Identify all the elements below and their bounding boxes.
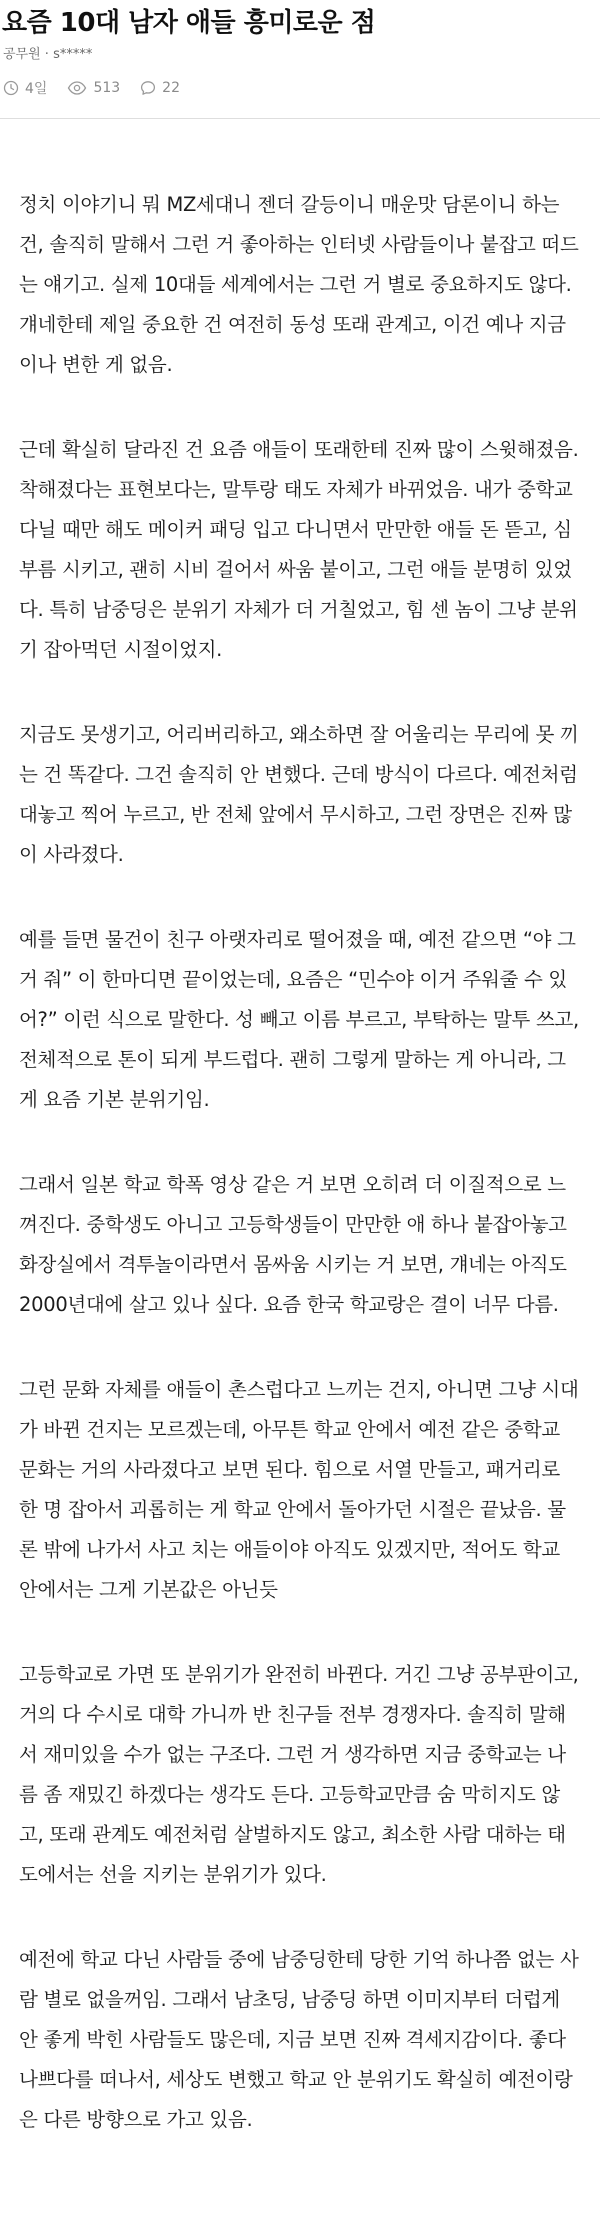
clock-icon: [3, 80, 19, 96]
eye-icon: [67, 80, 87, 96]
post-body: [19, 185, 584, 2185]
body-paragraph: 예를 들면 물건이 친구 아랫자리로 떨어졌을 때, 예전 같으면 “야 그거 줘” 이 한마디면 끝이었는데, 요즘은 “민수야 이거 주워줄 수 있어?” 이런 식으로 말한다. 성 빼고 이름 부르고, 부탁하는 말투 쓰고, 전체적으로 톤이 되게 부드럽다. 괜히 그렇게 말하는 게 아니라, 그게 요즘 기본 분위기임.: [19, 928, 579, 1111]
body-paragraph: 지금도 못생기고, 어리버리하고, 왜소하면 잘 어울리는 무리에 못 끼는 건 똑같다. 그건 솔직히 안 변했다. 근데 방식이 다르다. 예전처럼 대놓고 찍어 누르고, 반 전체 앞에서 무시하고, 그런 장면은 진짜 많이 사라졌다.: [19, 723, 579, 866]
header-divider: [0, 118, 600, 119]
post-time: 4일: [25, 81, 48, 97]
post-title: 요즘 10대 남자 애들 흥미로운 점: [2, 8, 376, 38]
author-info[interactable]: 공무원 · s*****: [3, 47, 93, 62]
body-paragraph: 정치 이야기니 뭐 MZ세대니 젠더 갈등이니 매운맛 담론이니 하는 건, 솔직히 말해서 그런 거 좋아하는 인터넷 사람들이나 붙잡고 떠드는 얘기고. 실제 10대들 세계에서는 그런 거 별로 중요하지도 않다. 걔네한테 제일 중요한 건 여전히 동성 또래 관계고, 이건 예나 지금이나 변한 게 없음.: [19, 193, 579, 376]
comments-stat[interactable]: [140, 80, 180, 96]
body-paragraph: 예전에 학교 다닌 사람들 중에 남중딩한테 당한 기억 하나쯤 없는 사람 별로 없을꺼임. 그래서 남초딩, 남중딩 하면 이미지부터 더럽게 안 좋게 박힌 사람들도 많은데, 지금 보면 진짜 격세지감이다. 좋다 나쁘다를 떠나서, 세상도 변했고 학교 안 분위기도 확실히 예전이랑은 다른 방향으로 가고 있음.: [19, 1948, 579, 2131]
view-count: 513: [93, 80, 121, 96]
views-stat: [67, 80, 120, 96]
body-paragraph: 그런 문화 자체를 애들이 촌스럽다고 느끼는 건지, 아니면 그냥 시대가 바뀐 건지는 모르겠는데, 아무튼 학교 안에서 예전 같은 중학교 문화는 거의 사라졌다고 보면 된다. 힘으로 서열 만들고, 패거리로 한 명 잡아서 괴롭히는 게 학교 안에서 돌아가던 시절은 끝났음. 물론 밖에 나가서 사고 치는 애들이야 아직도 있겠지만, 적어도 학교 안에서는 그게 기본값은 아닌듯: [19, 1378, 579, 1601]
body-paragraph: 고등학교로 가면 또 분위기가 완전히 바뀐다. 거긴 그냥 공부판이고, 거의 다 수시로 대학 가니까 반 친구들 전부 경쟁자다. 솔직히 말해서 재미있을 수가 없는 구조다. 그런 거 생각하면 지금 중학교는 나름 좀 재밌긴 하겠다는 생각도 든다. 고등학교만큼 숨 막히지도 않고, 또래 관계도 예전처럼 살벌하지도 않고, 최소한 사람 대하는 태도에서는 선을 지키는 분위기가 있다.: [19, 1663, 579, 1886]
time-stat: [3, 78, 47, 98]
post-stats: [3, 78, 200, 98]
comment-icon: [140, 80, 156, 96]
body-paragraph: 그래서 일본 학교 학폭 영상 같은 거 보면 오히려 더 이질적으로 느껴진다. 중학생도 아니고 고등학생들이 만만한 애 하나 붙잡아놓고 화장실에서 격투놀이라면서 몸싸움 시키는 거 보면, 걔네는 아직도 2000년대에 살고 있나 싶다. 요즘 한국 학교랑은 결이 너무 다름.: [19, 1173, 567, 1316]
comment-count: 22: [162, 80, 180, 96]
body-paragraph: 근데 확실히 달라진 건 요즘 애들이 또래한테 진짜 많이 스윗해졌음. 착해졌다는 표현보다는, 말투랑 태도 자체가 바뀌었음. 내가 중학교 다닐 때만 해도 메이커 패딩 입고 다니면서 만만한 애들 돈 뜯고, 심부름 시키고, 괜히 시비 걸어서 싸움 붙이고, 그런 애들 분명히 있었다. 특히 남중딩은 분위기 자체가 더 거칠었고, 힘 센 놈이 그냥 분위기 잡아먹던 시절이었지.: [19, 438, 579, 661]
